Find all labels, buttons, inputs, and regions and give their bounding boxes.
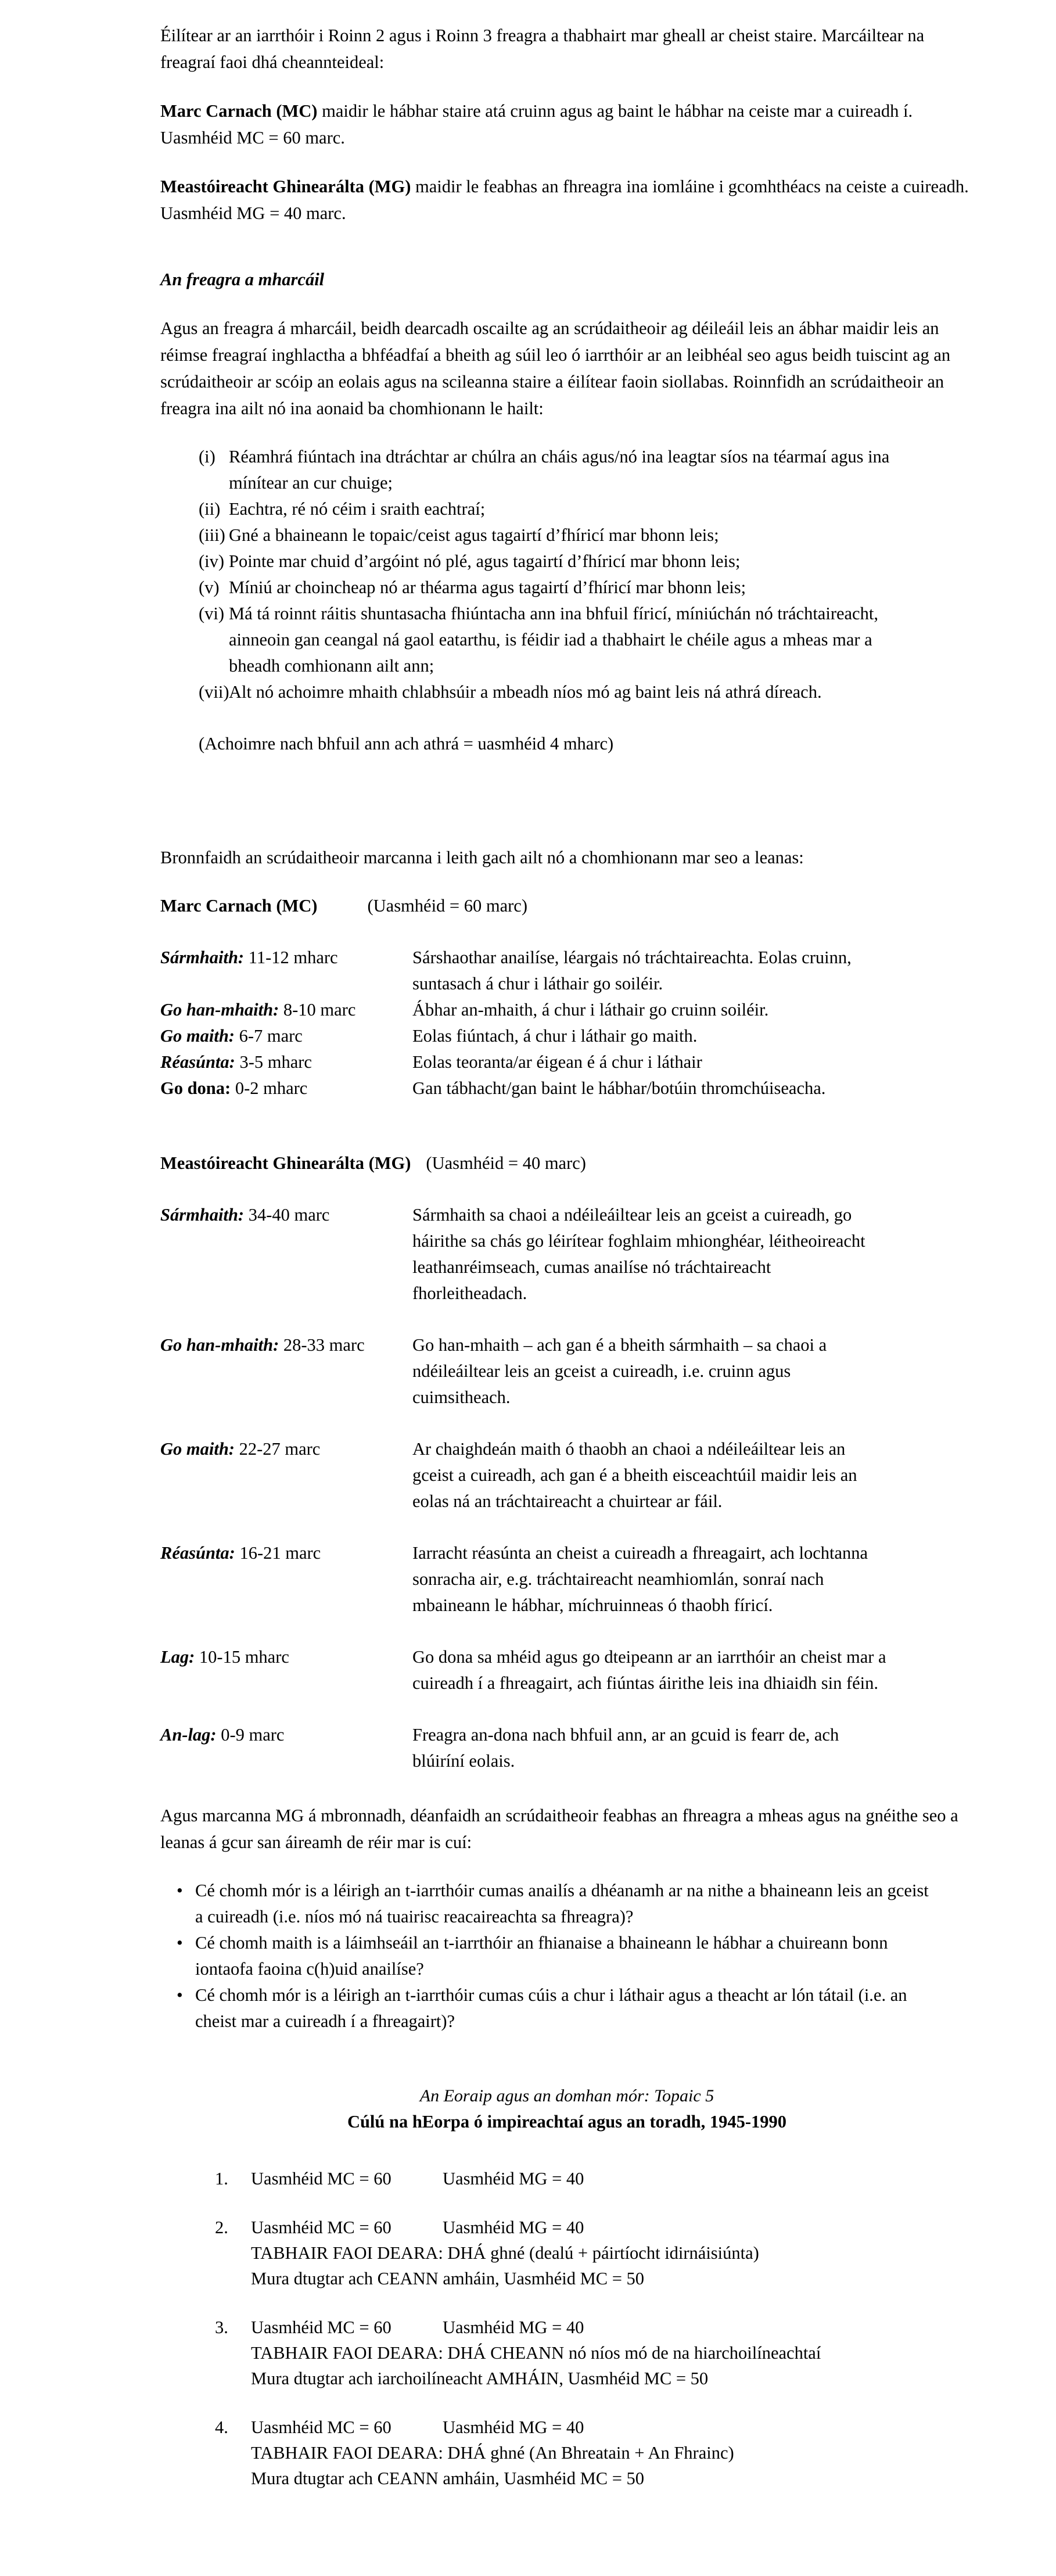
grade-label-cell <box>160 1023 412 1049</box>
topic-question-list <box>160 2166 974 2491</box>
grade-label-cell <box>160 1644 412 1722</box>
list-item-text: Cé chomh mór is a léirigh an t-iarrthóir cumas cúis a chur i láthair agus a theacht ar lón tátail (i.e. an cheist mar a cuireadh í a fhreagairt)? <box>195 1985 907 2031</box>
note-line: TABHAIR FAOI DEARA: DHÁ ghné (An Bhreatain + An Fhrainc) <box>251 2443 734 2463</box>
table-row <box>160 1202 974 1332</box>
list-item-text: Eachtra, ré nó céim i sraith eachtraí; <box>229 499 486 519</box>
grade-range: 6-7 marc <box>234 1026 303 1046</box>
grade-name: Go maith: <box>160 1439 235 1459</box>
mc-grade-table <box>160 945 974 1102</box>
grade-range: 8-10 marc <box>279 1000 356 1020</box>
list-item-number: 3. <box>215 2317 228 2337</box>
grade-range: 16-21 marc <box>235 1543 321 1563</box>
grade-name: Go maith: <box>160 1026 235 1046</box>
grade-description: Sárshaothar anailíse, léargais nó tráchtaireachta. Eolas cruinn, suntasach á chur i láthair go soiléir. <box>412 948 852 993</box>
list-item-text: Alt nó achoimre mhaith chlabhsúir a mbeadh níos mó ag baint leis ná athrá díreach. <box>229 682 822 702</box>
marks-line <box>251 2166 974 2191</box>
table-row <box>160 1436 974 1540</box>
grade-range: 28-33 marc <box>279 1335 365 1355</box>
table-row <box>160 945 974 997</box>
marking-section-paragraph: Agus an freagra á mharcáil, beidh dearcadh oscailte ag an scrúdaitheoir ag déileáil leis an ábhar maidir leis an réimse freagraí inghlactha a bhféadfaí a bheith ag súil leo ó iarrthóir ar an leibhéal seo agus beidh tuiscint ag an scrúdaitheoir ar scóip an eolais agus na scileanna staire a éilítear faoin siollabas. Roinnfidh an scrúdaitheoir an freagra ina ailt nó ina aonaid ba chomhionann le hailt: <box>160 318 951 418</box>
mc-table-heading-max: (Uasmhéid = 60 marc) <box>367 896 527 916</box>
list-item <box>160 444 974 496</box>
grade-description: Gan tábhacht/gan baint le hábhar/botúin thromchúiseacha. <box>412 1078 826 1098</box>
list-item-body <box>251 2315 974 2391</box>
list-item <box>160 2166 974 2191</box>
grade-range: 3-5 mharc <box>235 1052 312 1072</box>
list-item-body <box>251 2414 974 2491</box>
grade-name: Sármhaith: <box>160 1205 245 1225</box>
table-row <box>160 1540 974 1644</box>
note-line: Mura dtugtar ach CEANN amháin, Uasmhéid MC = 50 <box>251 2269 645 2288</box>
mc-max-value: Uasmhéid MC = 60 <box>251 2317 391 2337</box>
mc-table-heading-label: Marc Carnach (MC) <box>160 896 318 916</box>
marking-criteria-list <box>160 444 974 705</box>
mg-table-heading-label: Meastóireacht Ghinearálta (MG) <box>160 1153 411 1173</box>
grade-name: Go han-mhaith: <box>160 1000 279 1020</box>
mc-max-value: Uasmhéid MC = 60 <box>251 2417 391 2437</box>
grade-label-cell <box>160 1540 412 1644</box>
list-item-text: Má tá roinnt ráitis shuntasacha fhiúntacha ann ina bhfuil fíricí, míniúchán nó tráchtaireacht, ainneoin gan ceangal ná gaol eatarthu, is féidir iad a thabhairt le chéile agus a mheas mar a bheadh comhionann ailt ann; <box>229 604 878 676</box>
table-row <box>160 1722 974 1774</box>
grade-name: An-lag: <box>160 1725 217 1745</box>
table-row <box>160 1332 974 1436</box>
list-item-number: (vi) <box>199 604 225 623</box>
grade-range: 22-27 marc <box>234 1439 321 1459</box>
mc-max-line: Uasmhéid MC = 60 marc. <box>160 128 345 148</box>
note-line: Mura dtugtar ach iarchoilíneacht AMHÁIN, Uasmhéid MC = 50 <box>251 2369 709 2388</box>
marks-line <box>251 2414 974 2440</box>
list-item-body <box>251 2215 974 2291</box>
list-item <box>160 548 974 575</box>
spacer <box>160 249 974 266</box>
bullet-icon: • <box>177 1881 183 1900</box>
list-item <box>160 522 974 548</box>
mc-max-value: Uasmhéid MC = 60 <box>251 2169 391 2188</box>
list-item <box>160 1878 974 1930</box>
mc-table-heading <box>160 893 974 919</box>
list-item-number: 4. <box>215 2417 228 2437</box>
grade-description: Go han-mhaith – ach gan é a bheith sármhaith – sa chaoi a ndéileáiltear leis an gceist a cuireadh, i.e. cruinn agus cuimsitheach. <box>412 1335 827 1407</box>
list-item <box>160 1930 974 1982</box>
grade-description: Go dona sa mhéid agus go dteipeann ar an iarrthóir an cheist mar a cuireadh í a fhreagairt, ach fiúntas áirithe leis ina dhiaidh sin féin. <box>412 1647 886 1693</box>
grade-description: Eolas fiúntach, á chur i láthair go maith. <box>412 1026 698 1046</box>
list-item-number: (iv) <box>199 551 225 571</box>
grade-description: Iarracht réasúnta an cheist a cuireadh a fhreagairt, ach lochtanna sonracha air, e.g. tráchtaireacht neamhiomlán, sonraí nach mbaineann le hábhar, míchruinneas ó thaobh fíricí. <box>412 1543 868 1615</box>
list-item-text: Gné a bhaineann le topaic/ceist agus tagairtí d’fhíricí mar bhonn leis; <box>229 525 719 545</box>
spacer <box>160 1774 974 1802</box>
bullet-icon: • <box>177 1933 183 1953</box>
note-line: TABHAIR FAOI DEARA: DHÁ CHEANN nó níos mó de na hiarchoilíneachtaí <box>251 2343 821 2363</box>
list-item-text: Pointe mar chuid d’argóint nó plé, agus tagairtí d’fhíricí mar bhonn leis; <box>229 551 741 571</box>
list-item <box>160 496 974 522</box>
spacer <box>160 757 974 844</box>
spacer <box>160 1102 974 1150</box>
grade-name: Sármhaith: <box>160 948 245 967</box>
list-item-number: (v) <box>199 577 220 597</box>
intro-paragraph: Éilítear ar an iarrthóir i Roinn 2 agus i Roinn 3 freagra a thabhairt mar gheall ar cheist staire. Marcáiltear na freagraí faoi dhá cheannteideal: <box>160 26 925 72</box>
list-item <box>160 2215 974 2291</box>
topic-subtitle: An Eoraip agus an domhan mór: Topaic 5 <box>419 2086 714 2105</box>
mg-max-value: Uasmhéid MG = 40 <box>443 2317 584 2337</box>
note-line: Mura dtugtar ach CEANN amháin, Uasmhéid MC = 50 <box>251 2469 645 2488</box>
table-row <box>160 1023 974 1049</box>
grade-label-cell <box>160 997 412 1023</box>
mc-definition-heading: Marc Carnach (MC) <box>160 101 318 121</box>
mg-criteria-intro: Agus marcanna MG á mbronnadh, déanfaidh an scrúdaitheoir feabhas an fhreagra a mheas agus na gnéithe seo a leanas á gcur san áireamh de réir mar is cuí: <box>160 1806 958 1852</box>
table-row <box>160 1075 974 1102</box>
table-row <box>160 997 974 1023</box>
grade-description: Ar chaighdeán maith ó thaobh an chaoi a ndéileáiltear leis an gceist a cuireadh, ach gan é a bheith eisceachtúil maidir leis an eolas ná an tráchtaireacht a chuirtear ar fáil. <box>412 1439 857 1511</box>
list-item-number: 2. <box>215 2218 228 2237</box>
list-item-number: 1. <box>215 2169 228 2188</box>
bullet-icon: • <box>177 1985 183 2005</box>
mg-definition <box>160 173 974 200</box>
list-item-text: Míniú ar choincheap nó ar théarma agus tagairtí d’fhíricí mar bhonn leis; <box>229 577 746 597</box>
list-item-number: (ii) <box>199 499 221 519</box>
grade-label-cell <box>160 945 412 997</box>
mg-max-value: Uasmhéid MG = 40 <box>443 2417 584 2437</box>
grade-name: Go dona: <box>160 1078 231 1098</box>
list-item <box>160 2315 974 2391</box>
mg-definition-text: maidir le feabhas an fhreagra ina iomláine i gcomhthéacs na ceiste a cuireadh. <box>411 177 969 196</box>
list-item-text: Cé chomh mór is a léirigh an t-iarrthóir cumas anailís a dhéanamh ar na nithe a bhaineann leis an gceist a cuireadh (i.e. níos mó ná tuairisc reacaireachta sa fhreagra)? <box>195 1881 929 1926</box>
list-item <box>160 601 974 679</box>
list-item-number: (iii) <box>199 525 225 545</box>
list-item <box>160 2414 974 2491</box>
list-item-number: (vii) <box>199 682 229 702</box>
marks-line <box>251 2215 974 2240</box>
mc-max-value: Uasmhéid MC = 60 <box>251 2218 391 2237</box>
summary-note: (Achoimre nach bhfuil ann ach athrá = uasmhéid 4 mharc) <box>199 734 614 754</box>
list-item <box>160 575 974 601</box>
list-item-number: (i) <box>199 447 215 467</box>
grade-name: Lag: <box>160 1647 195 1667</box>
marks-line <box>251 2315 974 2340</box>
grade-label-cell <box>160 1075 412 1102</box>
mg-grade-table <box>160 1202 974 1774</box>
list-item-text: Réamhrá fiúntach ina dtráchtar ar chúlra an cháis agus/nó ina leagtar síos na téarmaí agus ina mínítear an cur chuige; <box>229 447 890 493</box>
grade-label-cell <box>160 1332 412 1436</box>
mg-max-line: Uasmhéid MG = 40 marc. <box>160 203 346 223</box>
mg-definition-heading: Meastóireacht Ghinearálta (MG) <box>160 177 411 196</box>
note-line: TABHAIR FAOI DEARA: DHÁ ghné (dealú + páirtíocht idirnáisiúnta) <box>251 2243 759 2263</box>
grade-label-cell <box>160 1722 412 1774</box>
grade-name: Go han-mhaith: <box>160 1335 279 1355</box>
award-intro-paragraph: Bronnfaidh an scrúdaitheoir marcanna i leith gach ailt nó a chomhionann mar seo a leanas: <box>160 848 804 867</box>
mg-max-value: Uasmhéid MG = 40 <box>443 2169 584 2188</box>
grade-description: Eolas teoranta/ar éigean é á chur i láthair <box>412 1052 702 1072</box>
list-item <box>160 1982 974 2035</box>
mc-definition <box>160 98 974 124</box>
grade-label-cell <box>160 1049 412 1075</box>
table-row <box>160 1644 974 1722</box>
mg-criteria-bullets <box>160 1878 974 2035</box>
list-item <box>160 679 974 705</box>
topic-title: Cúlú na hEorpa ó impireachtaí agus an toradh, 1945-1990 <box>347 2112 787 2132</box>
list-item-text: Cé chomh maith is a láimhseáil an t-iarrthóir an fhianaise a bhaineann le hábhar a chuireann bonn iontaofa faoina c(h)uid anailíse? <box>195 1933 888 1979</box>
mg-table-heading-max: (Uasmhéid = 40 marc) <box>426 1153 586 1173</box>
grade-description: Ábhar an-mhaith, á chur i láthair go cruinn soiléir. <box>412 1000 769 1020</box>
mg-table-heading <box>160 1150 974 1176</box>
marking-section-title: An freagra a mharcáil <box>160 270 325 289</box>
topic-header <box>160 2083 974 2134</box>
grade-range: 34-40 marc <box>244 1205 330 1225</box>
spacer <box>160 2035 974 2083</box>
grade-range: 0-2 mharc <box>231 1078 308 1098</box>
grade-name: Réasúnta: <box>160 1052 235 1072</box>
list-item-body <box>251 2166 974 2191</box>
mg-max-value: Uasmhéid MG = 40 <box>443 2218 584 2237</box>
grade-range: 10-15 mharc <box>195 1647 289 1667</box>
grade-description: Sármhaith sa chaoi a ndéileáiltear leis an gceist a cuireadh, go háirithe sa chás go léirítear foghlaim mhionghéar, léitheoireacht leathanréimseach, cumas anailíse nó tráchtaireacht fhorleitheadach. <box>412 1205 865 1303</box>
grade-description: Freagra an-dona nach bhfuil ann, ar an gcuid is fearr de, ach blúiríní eolais. <box>412 1725 839 1771</box>
grade-range: 11-12 mharc <box>244 948 338 967</box>
grade-range: 0-9 marc <box>216 1725 285 1745</box>
table-row <box>160 1049 974 1075</box>
document-content <box>160 22 974 2491</box>
grade-label-cell <box>160 1202 412 1332</box>
grade-name: Réasúnta: <box>160 1543 235 1563</box>
grade-label-cell <box>160 1436 412 1540</box>
mc-definition-text: maidir le hábhar staire atá cruinn agus ag baint le hábhar na ceiste mar a cuireadh í. <box>317 101 913 121</box>
